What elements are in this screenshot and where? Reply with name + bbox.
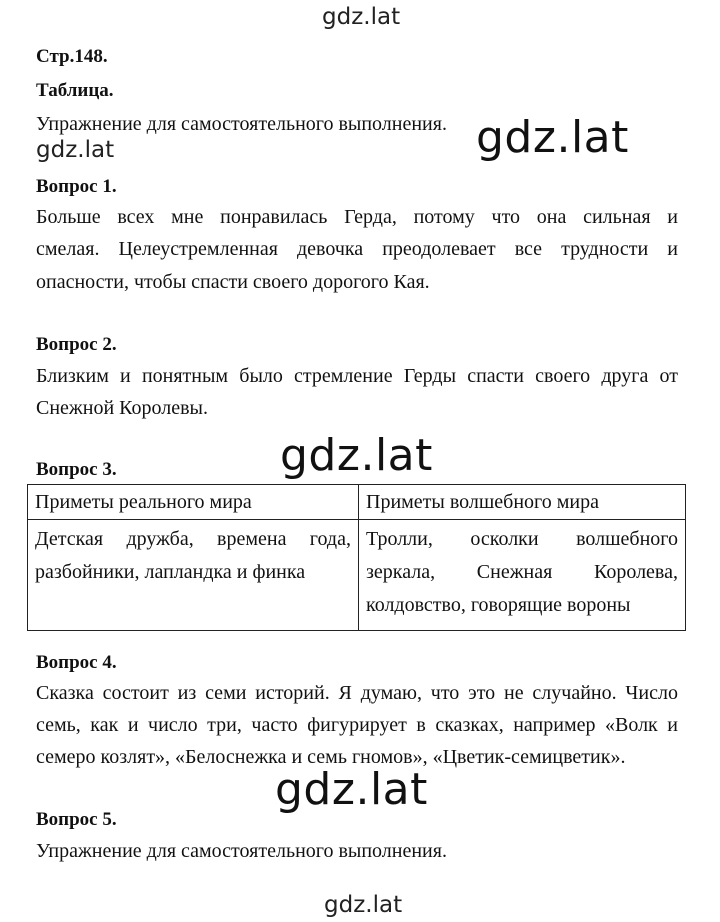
question-4-title: Вопрос 4. [36, 652, 117, 673]
watermark-big-3: gdz.lat [275, 764, 428, 815]
question-3-title: Вопрос 3. [36, 459, 117, 480]
comparison-table [27, 484, 686, 631]
table-cell-real-world [28, 520, 359, 631]
table-header-magic-world: Приметы волшебного мира [359, 485, 686, 520]
table-heading: Таблица. [36, 80, 114, 101]
question-1-line: Больше всех мне понравилась Герда, потому что она сильная и [36, 206, 678, 228]
watermark-bottom: gdz.lat [324, 892, 403, 918]
question-1-title: Вопрос 1. [36, 176, 117, 197]
question-1-line: опасности, чтобы спасти своего дорогого Кая. [36, 271, 430, 293]
watermark-left: gdz.lat [36, 137, 115, 163]
table-cell-magic-world [359, 520, 686, 631]
question-4-line: семь, как и число три, часто фигурирует в сказках, например «Волк и [36, 714, 678, 736]
question-4-line: Сказка состоит из семи историй. Я думаю, что это не случайно. Число [36, 682, 678, 704]
question-2-title: Вопрос 2. [36, 334, 117, 355]
table-note: Упражнение для самостоятельного выполнения. [36, 113, 447, 135]
question-4-line: семеро козлят», «Белоснежка и семь гномов», «Цветик-семицветик». [36, 746, 626, 768]
cell-line: разбойники, лапландка и финка [35, 561, 306, 583]
cell-line: Детская дружба, времена года, [35, 528, 351, 550]
question-2-line: Снежной Королевы. [36, 397, 208, 419]
question-1-line: смелая. Целеустремленная девочка преодолевает все трудности и [36, 238, 678, 260]
watermark-big-1: gdz.lat [476, 112, 629, 163]
watermark-top: gdz.lat [322, 4, 401, 30]
question-5-line: Упражнение для самостоятельного выполнения. [36, 840, 447, 862]
table-row [28, 520, 686, 631]
question-5-title: Вопрос 5. [36, 809, 117, 830]
table-header-row [28, 485, 686, 520]
table-header-real-world: Приметы реального мира [28, 485, 359, 520]
cell-line: зеркала, Снежная Королева, [366, 561, 678, 583]
question-2-line: Близким и понятным было стремление Герды спасти своего друга от [36, 365, 678, 387]
cell-line: Тролли, осколки волшебного [366, 528, 678, 550]
cell-line: колдовство, говорящие вороны [366, 594, 631, 616]
page-reference: Стр.148. [36, 46, 108, 67]
watermark-big-2: gdz.lat [280, 430, 433, 481]
